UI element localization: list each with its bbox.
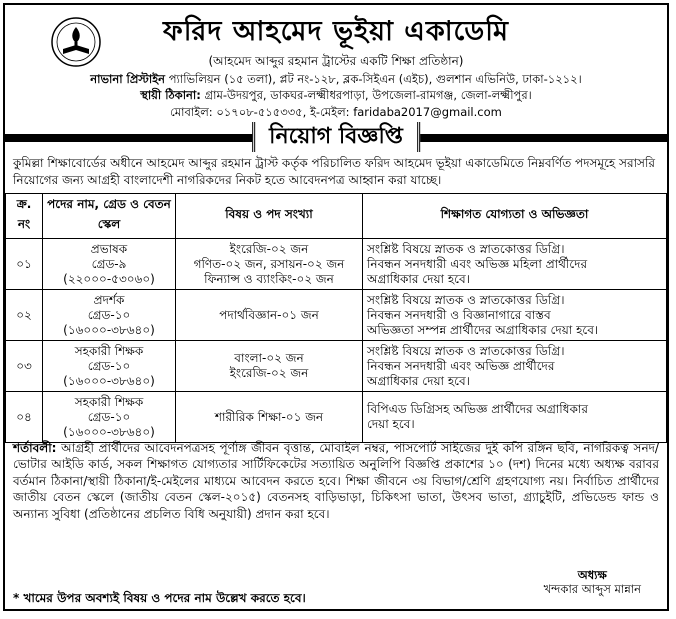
permanent-address-text: গ্রাম-উদয়পুর, ডাকঘর-লক্ষ্মীধরপাড়া, উপজেলা-রামগঞ্জ, জেলা-লক্ষ্মীপুর। — [204, 88, 532, 102]
qualification-line: সংশ্লিষ্ট বিষয়ে স্নাতক ও স্নাতকোত্তর ডিগ্রি। — [367, 343, 565, 358]
table-row — [6, 341, 667, 392]
header-post: পদের নাম, গ্রেড ও বেতন স্কেল — [43, 194, 176, 239]
office-address-label: নাভানা প্রিস্টাইন — [90, 72, 166, 86]
qualification-line: সংশ্লিষ্ট বিষয়ে স্নাতক ও স্নাতকোত্তর ডিগ্রি। — [367, 292, 565, 307]
qualification-line: নিবন্ধন সনদধারী এবং অভিজ্ঞ প্রার্থীদের — [367, 358, 555, 373]
qualification-line: সংশ্লিষ্ট বিষয়ে স্নাতক ও স্নাতকোত্তর ডিগ্রি। — [367, 241, 565, 256]
footer-note: * খামের উপর অবশ্যই বিষয় ও পদের নাম উল্লেখ করতে হবে। — [13, 591, 306, 605]
post-name: সহকারী শিক্ষক — [74, 343, 144, 358]
subject-line: ইংরেজি-০২ জন — [229, 366, 309, 380]
row-subject — [176, 239, 363, 290]
subject-line: পদার্থবিজ্ঞান-০১ জন — [219, 307, 319, 322]
table-row — [6, 239, 667, 290]
header-subject: বিষয় ও পদ সংখ্যা — [176, 194, 363, 239]
post-name: প্রদর্শক — [93, 292, 125, 307]
subject-line: ফিন্যান্স ও ব্যাংকিং-০২ জন — [204, 271, 334, 286]
row-post — [43, 239, 176, 290]
qualification-line: অভিজ্ঞতা সম্পন্ন প্রার্থীদের অগ্রাধিকার দেয়া হবে। — [367, 322, 599, 337]
table-row — [6, 392, 667, 443]
row-subject — [176, 392, 363, 443]
signature-title: অধ্যক্ষ — [577, 568, 607, 582]
subject-line: ইংরেজি-০২ জন — [229, 241, 309, 256]
signature-block — [544, 568, 641, 596]
permanent-address-label: স্থায়ী ঠিকানা: — [140, 88, 201, 102]
post-scale: (১৬০০০-৩৮৬৪০) — [63, 373, 155, 388]
row-no: ০৪ — [6, 392, 43, 443]
post-name: প্রভাষক — [90, 241, 128, 256]
table-row — [6, 290, 667, 341]
row-qualification — [363, 392, 667, 443]
header-no: ক্র. নং — [6, 194, 43, 239]
post-grade: গ্রেড-৯ — [91, 256, 127, 271]
post-grade: গ্রেড-১০ — [87, 409, 131, 424]
subject-line: গণিত-০২ জন, রসায়ন-০২ জন — [193, 256, 345, 271]
row-qualification — [363, 290, 667, 341]
row-no: ০২ — [6, 290, 43, 341]
row-post — [43, 392, 176, 443]
row-subject — [176, 341, 363, 392]
row-post — [43, 290, 176, 341]
post-scale: (১৬০০০-৩৮৬৪০) — [63, 424, 155, 439]
qualification-line: দেয়া হবে। — [367, 417, 415, 431]
row-qualification — [363, 341, 667, 392]
signature-name: খন্দকার আব্দুস মান্নান — [543, 582, 641, 596]
row-qualification — [363, 239, 667, 290]
subject-line: শারীরিক শিক্ষা-০১ জন — [214, 409, 324, 424]
notice-header — [5, 5, 667, 118]
qualification-line: নিবন্ধন সনদধারী এবং অভিজ্ঞ মহিলা প্রার্থীদের — [367, 256, 588, 271]
office-address-text: প্যাভিলিয়ন (১৫ তলা), প্লট নং-১২৮, ব্লক-সিইএন (এইচ), গুলশান এভিনিউ, ঢাকা-১২১২। — [168, 72, 582, 86]
row-post — [43, 341, 176, 392]
post-scale: (২২০০০-৫৩০৬০) — [63, 271, 155, 286]
contact-info: মোবাইল: ০১৭০৮-৫১৫৩৩৫, ই-মেইল: faridaba2017@gmail.com — [170, 105, 502, 119]
intro-paragraph: কুমিল্লা শিক্ষাবোর্ডের অধীনে আহমেদ আব্দুর রহমান ট্রাস্ট কর্তৃক পরিচালিত ফরিদ আহমেদ ভূইয়া একাডেমিতে নিম্নবর্ণিত পদসমূহে সরাসরি নিয়োগের জন্য আগ্রহী বাংলাদেশী নাগরিকদের নিকট হতে আবেদনপত্র আহ্বান করা যাচ্ছে। — [13, 156, 656, 187]
table-header-row — [6, 194, 667, 239]
qualification-line: অগ্রাধিকার দেয়া হবে। — [367, 373, 470, 388]
subject-line: বাংলা-০২ জন — [234, 351, 304, 365]
post-grade: গ্রেড-১০ — [87, 307, 131, 322]
row-no: ০৩ — [6, 341, 43, 392]
post-name: সহকারী শিক্ষক — [74, 394, 144, 409]
institution-title: ফরিদ আহমেদ ভূইয়া একাডেমি — [163, 16, 509, 47]
terms-text: আগ্রহী প্রার্থীদের আবেদনপত্রসহ পূর্ণাঙ্গ জীবন বৃত্তান্ত, মোবাইল নম্বর, পাসপোর্ট সাইজের দুই কপি রঙ্গিন ছবি, নাগরিকত্ব সনদ/ভোটার আইডি কার্ড, সকল শিক্ষাগত যোগ্যতার সার্টিফিকেটের সত্যায়িত অনুলিপি বিজ্ঞপ্তি প্রকাশের ১০ (দশ) দিনের মধ্যে অধ্যক্ষ বরাবর বর্তমান ঠিকানা/স্থায়ী ঠিকানা/ই-মেইলের মাধ্যমে আবেদন করতে হবে। শিক্ষা জীবনে ৩য় বিভাগ/শ্রেণি গ্রহণযোগ্য নয়। নির্বাচিত প্রার্থীদের জাতীয় বেতন স্কেলে (জাতীয় বেতন স্কেল-২০১৫) বেতনসহ বাড়িভাড়া, চিকিৎসা ভাতা, উৎসব ভাতা, গ্র্যাচুইটি, প্রভিডেন্ড ফান্ড ও অন্যান্য সুবিধা (প্রতিষ্ঠানের প্রচলিত বিধি অনুযায়ী) প্রদান করা হবে। — [13, 441, 659, 521]
qualification-line: অগ্রাধিকার দেয়া হবে। — [367, 271, 470, 286]
post-scale: (১৬০০০-৩৮৬৪০) — [63, 322, 155, 337]
notice-banner — [5, 122, 667, 152]
vacancy-table — [5, 193, 667, 443]
header-qualification: শিক্ষাগত যোগ্যতা ও অভিজ্ঞতা — [363, 194, 667, 239]
row-no: ০১ — [6, 239, 43, 290]
notice-frame — [3, 3, 669, 611]
row-subject — [176, 290, 363, 341]
banner-title: নিয়োগ বিজ্ঞপ্তি — [252, 122, 420, 152]
post-grade: গ্রেড-১০ — [87, 358, 131, 373]
terms-label: শর্তাবলী: — [13, 441, 57, 455]
qualification-line: বিপিএড ডিগ্রিসহ অভিজ্ঞ প্রার্থীদের অগ্রাধিকার — [367, 402, 588, 416]
terms-paragraph — [13, 440, 659, 522]
qualification-line: নিবন্ধন সনদধারী ও বিজ্ঞানাগারে বাস্তব — [367, 307, 551, 322]
institution-subtitle: (আহমেদ আব্দুর রহমান ট্রাস্টের একটি শিক্ষা প্রতিষ্ঠান) — [208, 54, 464, 68]
